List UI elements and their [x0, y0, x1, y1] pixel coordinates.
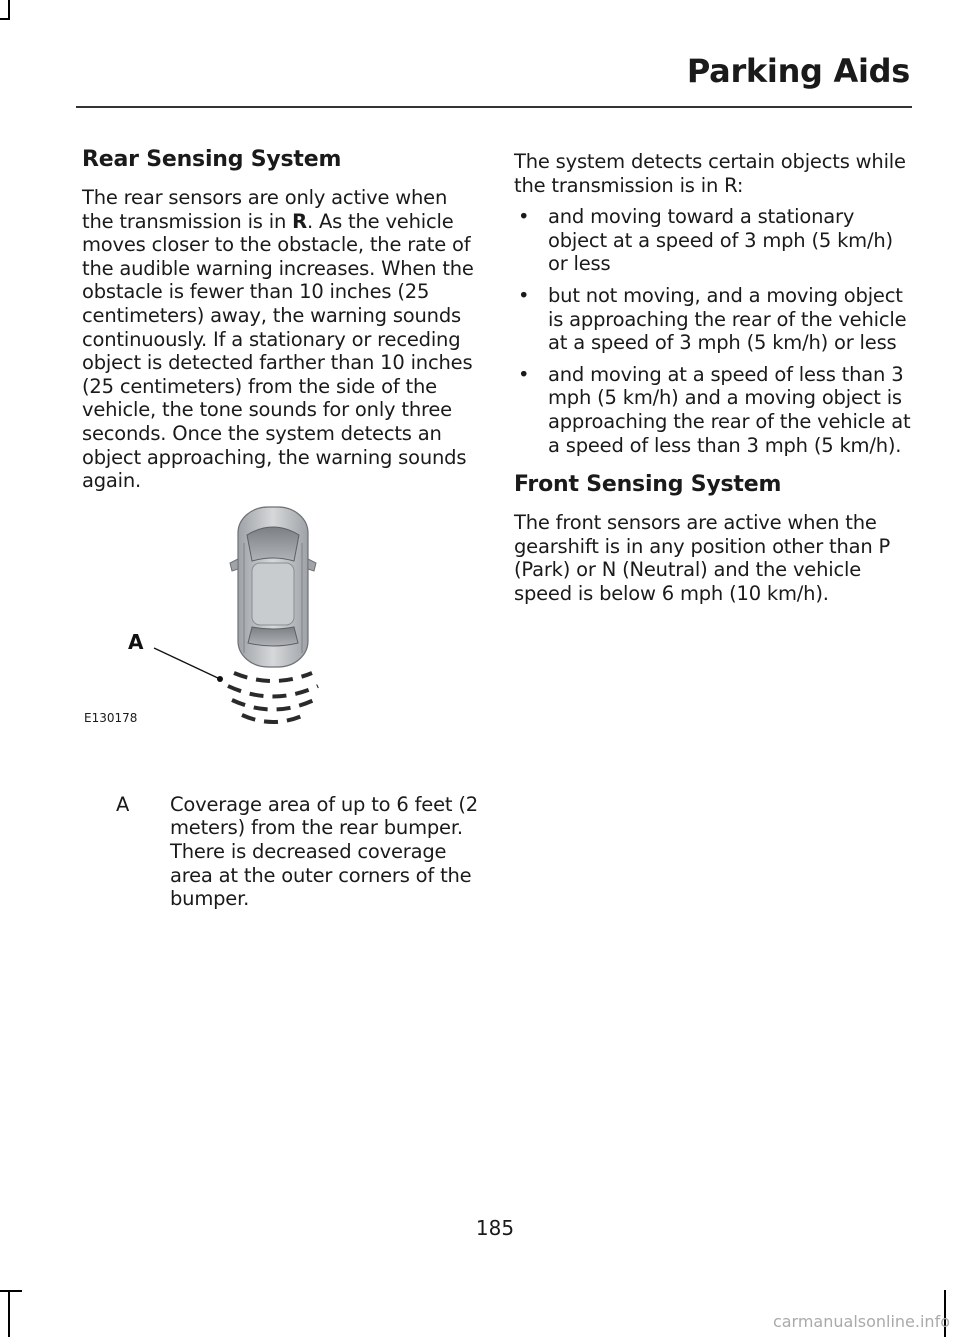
crop-mark — [0, 1290, 22, 1292]
list-item: • and moving toward a stationary object at a speed of 3 mph (5 km/h) or less — [518, 205, 893, 276]
bullet-icon: • — [518, 283, 530, 307]
crop-mark — [8, 0, 10, 18]
detection-conditions-list — [514, 205, 914, 457]
figure-code: E130178 — [84, 711, 138, 726]
watermark: carmanualsonline.info — [772, 1312, 950, 1331]
section-title: Parking Aids — [686, 52, 910, 90]
callout-text: Coverage area of up to 6 feet (2 meters) from the rear bumper. There is decreased coverage area at the outer corners of the bumper. — [170, 792, 478, 911]
left-column — [82, 146, 480, 911]
bullet-icon: • — [518, 205, 530, 229]
crop-mark — [8, 1290, 10, 1337]
front-sensing-heading: Front Sensing System — [514, 472, 782, 498]
rear-sensing-heading: Rear Sensing System — [82, 147, 342, 172]
callout-line — [154, 648, 220, 679]
car-rear-sensors-illustration — [82, 503, 480, 735]
front-sensing-paragraph: The front sensors are active when the gearshift is in any position other than P (Park) or N (Neutral) and the vehicle speed is below 6 mph (10 km/h). — [514, 511, 891, 605]
rear-sensor-figure — [82, 503, 480, 735]
list-item: • but not moving, and a moving object is approaching the rear of the vehicle at a speed of 3 mph (5 km/h) or less — [518, 283, 907, 355]
page-header — [0, 52, 910, 90]
gear-r-label: R — [292, 209, 307, 233]
rear-sensing-paragraph: The rear sensors are only active when the transmission is in R. As the vehicle moves closer to the obstacle, the rate of the audible warning increases. When the obstacle is fewer than 10 inches (25 centimeters) away, the warning sounds continuously. If a stationary or receding object is detected farther than 10 inches (25 centimeters) from the side of the vehicle, the tone sounds for only three seconds. Once the system detects an object approaching, the warning sounds again. — [82, 186, 474, 493]
list-item: • and moving at a speed of less than 3 mph (5 km/h) and a moving object is approaching the rear of the vehicle at a speed of less than 3 mph (5 km/h). — [518, 362, 911, 457]
car-top-view — [230, 507, 316, 667]
page-number: 185 — [475, 1216, 515, 1240]
sensor-coverage-waves — [228, 673, 318, 722]
bullet-icon: • — [518, 362, 530, 386]
callout-description — [82, 793, 480, 911]
callout-key: A — [116, 792, 130, 816]
callout-label-a: A — [128, 629, 144, 654]
crop-mark — [0, 18, 10, 20]
header-rule — [76, 106, 912, 108]
detection-intro: The system detects certain objects while the transmission is in R: — [514, 150, 906, 197]
right-column — [514, 150, 914, 606]
